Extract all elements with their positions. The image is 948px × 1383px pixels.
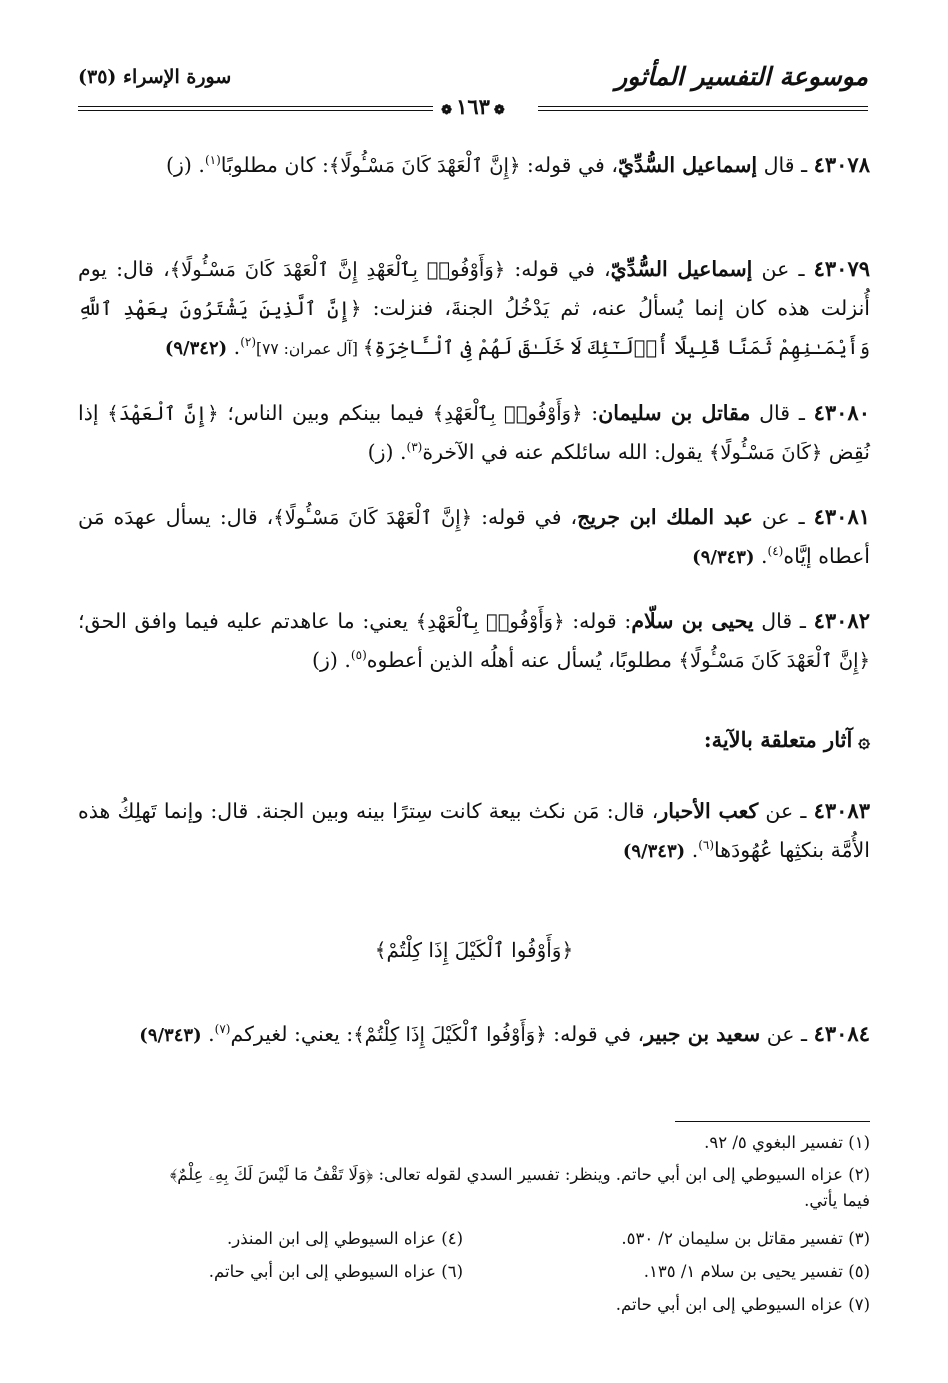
volume-reference: (٩/٣٤٣) [692, 547, 755, 568]
section-title: آثار متعلقة بالآية: [703, 727, 853, 752]
footnote-4: (٤) عزاه السيوطي إلى ابن المنذر. [227, 1229, 463, 1248]
entry-intro: ـ قال [757, 153, 814, 177]
entry-intro: ـ عن [758, 799, 814, 823]
entry-tail: . [754, 544, 768, 568]
entry-text: ، قال: يسأل عهدَه مَن أعطاه إيَّاه [78, 505, 870, 568]
quran-quote: ﴿إِنَّ ٱلْعَهْدَ كَانَ مَسْـُٔولًا﴾ [328, 154, 521, 177]
ornament-icon: ❁ [441, 103, 453, 118]
entry-number: ٤٣٠٧٨ [813, 152, 870, 177]
page-header [78, 60, 868, 119]
footnote-rule [675, 1121, 870, 1122]
footnote-mark: (٦) [698, 838, 715, 853]
entry-number: ٤٣٠٨٣ [813, 798, 870, 823]
rule-right [538, 106, 868, 107]
entry-text: ، قال: يوم أُنزلت هذه كان إنما يُسألُ عنه، ثم يَدْخُلُ الجنةَ، فنزلت: [78, 257, 870, 320]
entry-intro: ـ عن [752, 505, 814, 529]
ornament-icon: ❁ [493, 103, 505, 118]
volume-reference: (٩/٣٤٢) [164, 338, 228, 359]
narrator-name: مقاتل بن سليمان [598, 401, 751, 425]
rule-left-2 [78, 110, 433, 111]
narrator-name: يحيى بن سلّام [631, 609, 754, 633]
volume-reference: (٩/٣٤٣) [622, 841, 686, 862]
entry-tail: . [685, 838, 699, 862]
quran-quote: ﴿وَأَوْفُوا۟ بِٱلْعَهْدِ إِنَّ ٱلْعَهْدَ كَانَ مَسْـُٔولًا﴾ [169, 258, 506, 281]
entry-text: ، قال: مَن نكث بيعة كانت سِترًا بينه وبين الجنة. قال: وإنما تَهلِكُ هذه الأُمَّة بنكثِها عُهُودَها [78, 799, 870, 862]
narrator-name: إسماعيل السُّدِّيّ [610, 257, 753, 281]
entry-number: ٤٣٠٨٢ [813, 608, 870, 633]
entry-43080 [78, 393, 870, 472]
entry-43083 [78, 791, 870, 871]
entry-intro: ـ عن [752, 257, 814, 281]
entry-intro: ـ قال [750, 401, 814, 425]
quran-quote: ﴿وَأَوْفُوا۟ بِٱلْعَهْدِ﴾ [432, 402, 583, 425]
entry-text: : [582, 401, 599, 425]
entry-text-2: إذا نُقِض [78, 401, 870, 464]
book-title: موسوعة التفسير المأثور [615, 62, 868, 91]
quran-quote-3: ﴿كَانَ مَسْـُٔولًا﴾ [708, 441, 823, 464]
footnote-7: (٧) عزاه السيوطي إلى ابن أبي حاتم. [615, 1295, 870, 1314]
narrator-name: عبد الملك ابن جريج [577, 505, 753, 529]
footnote-2-text: (٢) عزاه السيوطي إلى ابن أبي حاتم. وينظر: تفسير السدي لقوله تعالى: [373, 1165, 870, 1184]
quran-quote: ﴿وَأَوْفُوا ٱلْكَيْلَ إِذَا كِلْتُمْ﴾ [353, 1023, 547, 1046]
entry-tail: . (ز) [311, 648, 351, 672]
entry-text: ، في قوله: [520, 153, 618, 177]
entry-number: ٤٣٠٨٤ [813, 1021, 870, 1046]
narrator-name: كعب الأحبار [658, 799, 759, 823]
quran-quote: ﴿إِنَّ ٱلْعَهْدَ كَانَ مَسْـُٔولًا﴾ [273, 506, 473, 529]
header-rule [78, 96, 868, 118]
surah-title: سورة الإسراء (٣٥) [78, 66, 232, 88]
footnote-5: (٥) تفسير يحيى بن سلام ١/ ١٣٥. [643, 1262, 870, 1281]
footnote-6: (٦) عزاه السيوطي إلى ابن أبي حاتم. [208, 1262, 463, 1281]
entry-text-3: يقول: الله سائلكم عنه في الآخرة [422, 440, 709, 464]
page-number-wrap [437, 94, 509, 119]
entry-intro: ـ قال [753, 609, 814, 633]
entry-43078 [78, 145, 870, 185]
surah-reference: [آل عمران: ٧٧] [256, 340, 363, 358]
quran-quote-2: ﴿إِنَّ ٱلَّذِينَ يَشْتَرُونَ بِعَهْدِ ٱللَّهِ وَأَيْمَـٰنِهِمْ ثَمَنًا قَلِيلًا أُو۟لَـٰٓئِكَ لَا خَلَـٰقَ لَهُمْ فِى ٱلْـَٔاخِرَةِ﴾ [78, 297, 870, 359]
entry-43081 [78, 497, 870, 577]
footnote-1: (١) تفسير البغوي ٥/ ٩٢. [704, 1133, 870, 1152]
entry-tail: . [227, 335, 241, 359]
entry-text: ، في قوله: [505, 257, 611, 281]
narrator-name: سعيد بن جبير [644, 1022, 761, 1046]
volume-reference: (٩/٣٤٣) [139, 1025, 202, 1046]
ayah-heading: ﴿وَأَوْفُوا ٱلْكَيْلَ إِذَا كِلْتُمْ﴾ [374, 938, 574, 962]
quran-quote-2: ﴿إِنَّ ٱلْعَهْدَ﴾ [107, 402, 219, 425]
rule-left [78, 106, 433, 107]
section-heading [704, 727, 870, 752]
entry-tail: . [201, 1022, 215, 1046]
entry-text: : قوله: [564, 609, 632, 633]
entry-tail: . (ز) [367, 440, 407, 464]
entry-intro: ـ عن [760, 1022, 814, 1046]
entry-number: ٤٣٠٨٠ [813, 400, 870, 425]
quran-quote: ﴿وَأَوْفُوا۟ بِٱلْعَهْدِ﴾ [415, 610, 565, 633]
footnote-2 [78, 1162, 870, 1214]
footnote-mark: (٥) [350, 648, 367, 663]
footnote-2-quote: ﴿وَلَا تَقْفُ مَا لَيْسَ لَكَ بِهِۦ عِلْمٌ﴾ [169, 1165, 374, 1184]
entry-text: فيما بينكم وبين الناس؛ [218, 401, 433, 425]
footnote-2-text-end: فيما يأتي. [804, 1191, 870, 1210]
entry-text: : كان مطلوبًا [220, 153, 329, 177]
footnote-mark: (٢) [240, 335, 257, 350]
entry-tail: . (ز) [166, 153, 205, 177]
quran-quote-2: ﴿إِنَّ ٱلْعَهْدَ كَانَ مَسْـُٔولًا﴾ [678, 649, 870, 672]
entry-number: ٤٣٠٨١ [813, 504, 871, 529]
footnote-mark: (٤) [767, 544, 784, 559]
footnote-mark: (٣) [406, 440, 423, 455]
footnote-mark: (٧) [214, 1022, 231, 1037]
entry-text: ، في قوله: [472, 505, 578, 529]
entry-text: : يعني: لغيركم [230, 1022, 354, 1046]
star-ornament-icon: ۞ [858, 728, 870, 752]
entry-text: يعني: ما عاهدتم عليه فيما وافق الحق؛ [78, 609, 416, 633]
entry-43079 [78, 249, 870, 369]
entry-43084 [78, 1014, 870, 1055]
page-number: ١٦٣ [456, 94, 490, 119]
entry-text: ، في قوله: [546, 1022, 645, 1046]
entry-43082 [78, 601, 870, 680]
rule-right-2 [538, 110, 868, 111]
footnote-mark: (١) [204, 153, 221, 168]
entry-number: ٤٣٠٧٩ [813, 256, 871, 281]
footnote-3: (٣) تفسير مقاتل بن سليمان ٢/ ٥٣٠. [621, 1229, 870, 1248]
narrator-name: إسماعيل السُّدِّيّ [618, 153, 758, 177]
entry-text-2: مطلوبًا، يُسأل عنه أهلُه الذين أعطوه [366, 648, 679, 672]
